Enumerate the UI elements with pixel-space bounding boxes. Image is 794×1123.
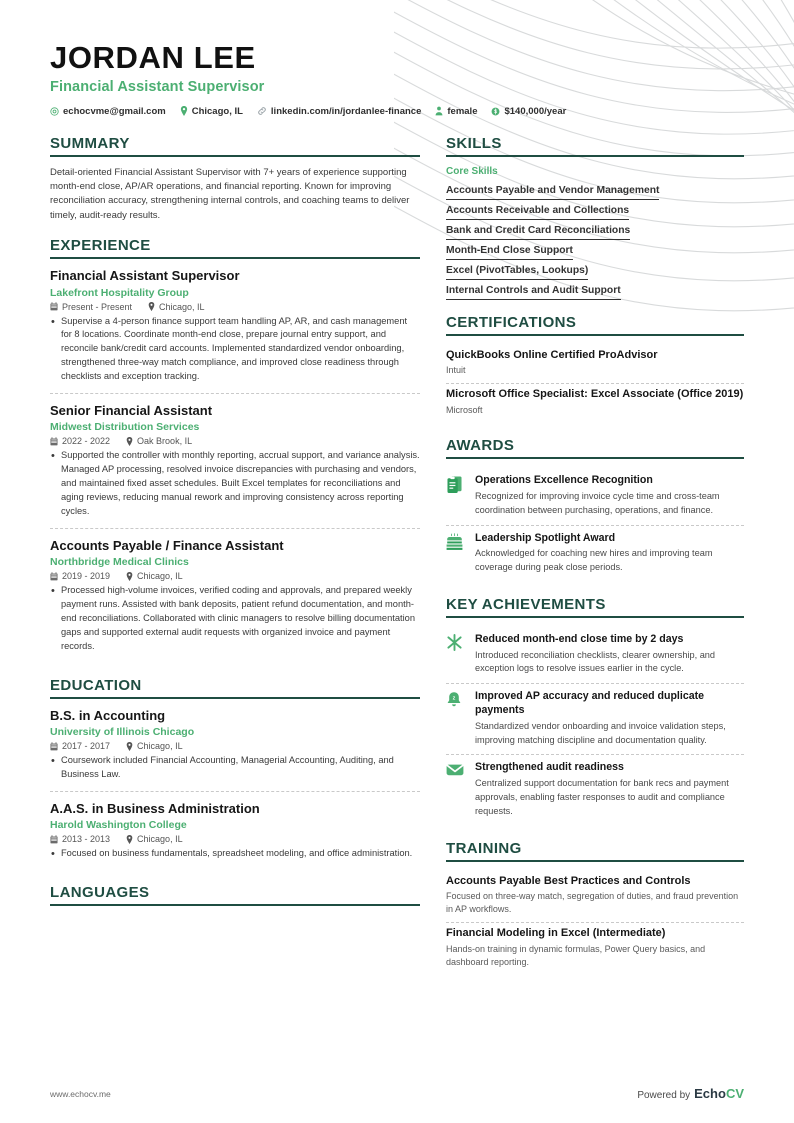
experience-bullets bbox=[50, 315, 420, 385]
skill-underline bbox=[446, 299, 621, 300]
section-title-skills: SKILLS bbox=[446, 134, 502, 152]
education-location-text: Chicago, IL bbox=[137, 834, 183, 845]
achievement-title: Strengthened audit readiness bbox=[475, 761, 624, 774]
certification-issuer: Intuit bbox=[446, 365, 466, 376]
training-desc: Hands-on training in dynamic formulas, Power Query basics, and dashboard reporting. bbox=[446, 944, 706, 968]
experience-bullet: • Supported the controller with monthly reporting, accrual support, and variance analysis. Managed AP processing, resolved invoice discrepancies with purchasing and vendors, and maintained fixed asset schedules. Built Excel templates for reconciliations and aging reviews, reducing manual rework and improving consistency across reporting cycles. bbox=[50, 449, 420, 519]
svg-text:z: z bbox=[452, 695, 456, 702]
certification-title: QuickBooks Online Certified ProAdvisor bbox=[446, 348, 658, 361]
experience-bullets bbox=[50, 584, 420, 654]
achievement-desc: Centralized support documentation for bank recs and payment approvals, enabling faster responses to audit and compliance requests. bbox=[475, 778, 729, 816]
section-skills bbox=[446, 135, 744, 300]
training-title: Financial Modeling in Excel (Intermediate) bbox=[446, 927, 666, 940]
skills-group-label: Core Skills bbox=[446, 165, 498, 177]
certification-issuer: Microsoft bbox=[446, 405, 483, 416]
section-rule bbox=[50, 155, 420, 157]
education-title: B.S. in Accounting bbox=[50, 708, 166, 724]
brand-first: Echo bbox=[694, 1086, 726, 1101]
clipboard-icon bbox=[446, 474, 466, 517]
achievement-title: Reduced month-end close time by 2 days bbox=[475, 632, 684, 645]
education-dates-text: 2017 - 2017 bbox=[62, 741, 111, 752]
award-desc: Acknowledged for coaching new hires and improving team coverage during peak close periods. bbox=[475, 548, 713, 573]
location-pin-icon bbox=[126, 572, 133, 581]
experience-location-text: Chicago, IL bbox=[159, 301, 205, 312]
experience-entry bbox=[50, 268, 420, 393]
calendar-icon bbox=[50, 835, 58, 844]
certification-title: Microsoft Office Specialist: Excel Associate (Office 2019) bbox=[446, 388, 744, 401]
footer-branding bbox=[637, 1086, 744, 1101]
experience-title: Senior Financial Assistant bbox=[50, 403, 213, 419]
training-desc: Focused on three-way match, segregation of duties, and fraud prevention in AP workflows. bbox=[446, 891, 739, 915]
education-meta bbox=[50, 834, 420, 844]
experience-meta bbox=[50, 436, 420, 446]
experience-meta bbox=[50, 571, 420, 581]
award-desc: Recognized for improving invoice cycle time and cross-team coordination between purchasing, operations, and finance. bbox=[475, 490, 720, 515]
education-dates-text: 2013 - 2013 bbox=[62, 834, 111, 845]
columns bbox=[50, 135, 744, 990]
achievement-item bbox=[446, 754, 744, 825]
brand-second: CV bbox=[725, 1086, 744, 1101]
training-item bbox=[446, 922, 744, 975]
education-bullets bbox=[50, 847, 420, 861]
sparkle-icon bbox=[446, 633, 466, 676]
contact-linkedin[interactable] bbox=[257, 106, 421, 117]
calendar-icon bbox=[50, 302, 58, 311]
skill-item bbox=[446, 180, 744, 200]
experience-entry bbox=[50, 528, 420, 663]
section-title-education: EDUCATION bbox=[50, 677, 142, 695]
training-item bbox=[446, 871, 744, 923]
experience-location bbox=[126, 436, 192, 446]
skill-item-label: Accounts Receivable and Collections bbox=[446, 204, 630, 216]
contact-linkedin-text: linkedin.com/in/jordanlee-finance bbox=[270, 105, 422, 117]
envelope-icon bbox=[446, 761, 466, 818]
contact-row bbox=[50, 106, 744, 117]
education-entry bbox=[50, 791, 420, 870]
contact-gender bbox=[435, 106, 477, 117]
experience-bullet: • Supervise a 4-person finance support team handling AP, AR, and cash management for 8 locations. Coordinate month-end close, prepare journal entry support, and reconcile bank/credit card accounts. Implemented standardized vendor onboarding, strengthened three-way match compliance, and improved close readiness through checklists and exception tracking. bbox=[50, 315, 420, 385]
experience-org: Northbridge Medical Clinics bbox=[50, 556, 189, 569]
award-title: Operations Excellence Recognition bbox=[475, 474, 653, 487]
experience-entry bbox=[50, 393, 420, 528]
skill-item bbox=[446, 280, 744, 300]
money-icon bbox=[491, 107, 500, 116]
section-title-experience: EXPERIENCE bbox=[50, 237, 151, 255]
link-icon bbox=[257, 106, 267, 116]
achievement-item bbox=[446, 627, 744, 683]
education-dates bbox=[50, 834, 110, 844]
experience-dates bbox=[50, 571, 110, 581]
section-title-training: TRAINING bbox=[446, 839, 522, 857]
email-icon bbox=[50, 107, 59, 116]
section-title-certifications: CERTIFICATIONS bbox=[446, 313, 577, 331]
achievement-desc: Introduced reconciliation checklists, clearer ownership, and exception logs to resolve issues earlier in the cycle. bbox=[475, 649, 716, 674]
calendar-icon bbox=[50, 437, 58, 446]
experience-org: Lakefront Hospitality Group bbox=[50, 286, 189, 299]
section-summary bbox=[50, 135, 420, 224]
section-training bbox=[446, 840, 744, 976]
experience-title: Financial Assistant Supervisor bbox=[50, 268, 240, 284]
cake-icon bbox=[446, 532, 466, 575]
award-item bbox=[446, 525, 744, 582]
experience-location-text: Oak Brook, IL bbox=[137, 436, 193, 447]
experience-dates bbox=[50, 302, 132, 312]
person-icon bbox=[435, 106, 443, 116]
section-experience bbox=[50, 237, 420, 663]
section-certifications bbox=[446, 314, 744, 424]
location-pin-icon bbox=[126, 437, 133, 446]
contact-salary-text: $140,000/year bbox=[504, 105, 567, 117]
section-title-key-achievements: KEY ACHIEVEMENTS bbox=[446, 595, 606, 613]
education-bullet: • Coursework included Financial Accounting, Managerial Accounting, Auditing, and Business Law. bbox=[50, 754, 420, 782]
footer-powered-by-label: Powered by bbox=[637, 1090, 691, 1101]
experience-location bbox=[148, 302, 205, 312]
skill-item bbox=[446, 200, 744, 220]
section-education bbox=[50, 677, 420, 870]
section-title-languages: LANGUAGES bbox=[50, 884, 150, 902]
skill-item-label: Internal Controls and Audit Support bbox=[446, 284, 621, 296]
experience-bullets bbox=[50, 449, 420, 519]
certification-item bbox=[446, 383, 744, 423]
section-rule bbox=[50, 904, 420, 906]
education-org: Harold Washington College bbox=[50, 819, 187, 832]
section-languages bbox=[50, 884, 420, 906]
contact-location-text: Chicago, IL bbox=[191, 105, 243, 117]
skill-item bbox=[446, 260, 744, 280]
section-title-awards: AWARDS bbox=[446, 437, 515, 455]
experience-dates-text: 2022 - 2022 bbox=[62, 436, 111, 447]
training-title: Accounts Payable Best Practices and Controls bbox=[446, 874, 691, 887]
skill-item bbox=[446, 240, 744, 260]
skill-item bbox=[446, 220, 744, 240]
section-awards bbox=[446, 437, 744, 582]
footer-website[interactable]: www.echocv.me bbox=[50, 1088, 111, 1099]
left-column bbox=[50, 135, 446, 921]
skill-item-label: Accounts Payable and Vendor Management bbox=[446, 184, 660, 196]
section-rule bbox=[446, 334, 744, 336]
education-meta bbox=[50, 741, 420, 751]
experience-title: Accounts Payable / Finance Assistant bbox=[50, 538, 284, 554]
experience-location bbox=[126, 571, 183, 581]
experience-dates-text: 2019 - 2019 bbox=[62, 571, 111, 582]
section-rule bbox=[446, 457, 744, 459]
skill-item-label: Excel (PivotTables, Lookups) bbox=[446, 264, 589, 276]
skill-item-label: Bank and Credit Card Reconciliations bbox=[446, 224, 631, 236]
education-location bbox=[126, 741, 183, 751]
experience-org: Midwest Distribution Services bbox=[50, 421, 200, 434]
header bbox=[50, 42, 744, 117]
experience-location-text: Chicago, IL bbox=[137, 571, 183, 582]
footer bbox=[50, 1086, 744, 1101]
section-rule bbox=[446, 860, 744, 862]
summary-text: Detail-oriented Financial Assistant Supervisor with 7+ years of experience supporting month-end close, AP/AR operations, and financial reporting. Known for improving reconciliation accuracy, strengthening internal controls, and coaching teams to deliver timely, audit-ready results. bbox=[50, 166, 410, 221]
candidate-headline: Financial Assistant Supervisor bbox=[50, 78, 265, 95]
contact-location bbox=[180, 106, 243, 117]
section-rule bbox=[446, 616, 744, 618]
bell-icon bbox=[446, 690, 466, 747]
education-location-text: Chicago, IL bbox=[137, 741, 183, 752]
education-bullets bbox=[50, 754, 420, 782]
education-bullet: • Focused on business fundamentals, spreadsheet modeling, and office administration. bbox=[50, 847, 420, 861]
contact-email-text: echocvme@gmail.com bbox=[63, 105, 166, 117]
education-org: University of Illinois Chicago bbox=[50, 726, 195, 739]
section-key-achievements bbox=[446, 596, 744, 826]
education-dates bbox=[50, 741, 110, 751]
experience-dates bbox=[50, 436, 110, 446]
achievement-desc: Standardized vendor onboarding and invoice validation steps, improving matching discipline and documentation quality. bbox=[475, 720, 726, 745]
award-title: Leadership Spotlight Award bbox=[475, 531, 616, 544]
contact-email[interactable] bbox=[50, 106, 166, 117]
location-pin-icon bbox=[126, 835, 133, 844]
education-title: A.A.S. in Business Administration bbox=[50, 801, 260, 817]
achievement-title: Improved AP accuracy and reduced duplicate payments bbox=[475, 690, 705, 716]
award-item bbox=[446, 468, 744, 524]
section-rule bbox=[446, 155, 744, 157]
certification-item bbox=[446, 345, 744, 384]
contact-salary bbox=[491, 106, 566, 117]
calendar-icon bbox=[50, 742, 58, 751]
right-column bbox=[446, 135, 744, 990]
education-entry bbox=[50, 708, 420, 791]
contact-gender-text: female bbox=[447, 105, 478, 117]
brand-logo bbox=[694, 1086, 744, 1101]
experience-bullet: • Processed high-volume invoices, verified coding and approvals, and prepared weekly payment runs. Assisted with bank deposits, patient refund documentation, and month-end reconciliations. Collaborated with clinic managers to resolve billing documentation gaps and supported external audit requests with organized invoice and payment records. bbox=[50, 584, 420, 654]
achievement-item bbox=[446, 683, 744, 754]
section-title-summary: SUMMARY bbox=[50, 134, 130, 152]
section-rule bbox=[50, 257, 420, 259]
skill-item-label: Month-End Close Support bbox=[446, 244, 573, 256]
location-pin-icon bbox=[126, 742, 133, 751]
section-rule bbox=[50, 697, 420, 699]
location-pin-icon bbox=[148, 302, 155, 311]
candidate-name: JORDAN LEE bbox=[50, 40, 256, 75]
experience-meta bbox=[50, 302, 420, 312]
calendar-icon bbox=[50, 572, 58, 581]
experience-dates-text: Present - Present bbox=[62, 301, 133, 312]
location-pin-icon bbox=[180, 106, 188, 116]
education-location bbox=[126, 834, 183, 844]
